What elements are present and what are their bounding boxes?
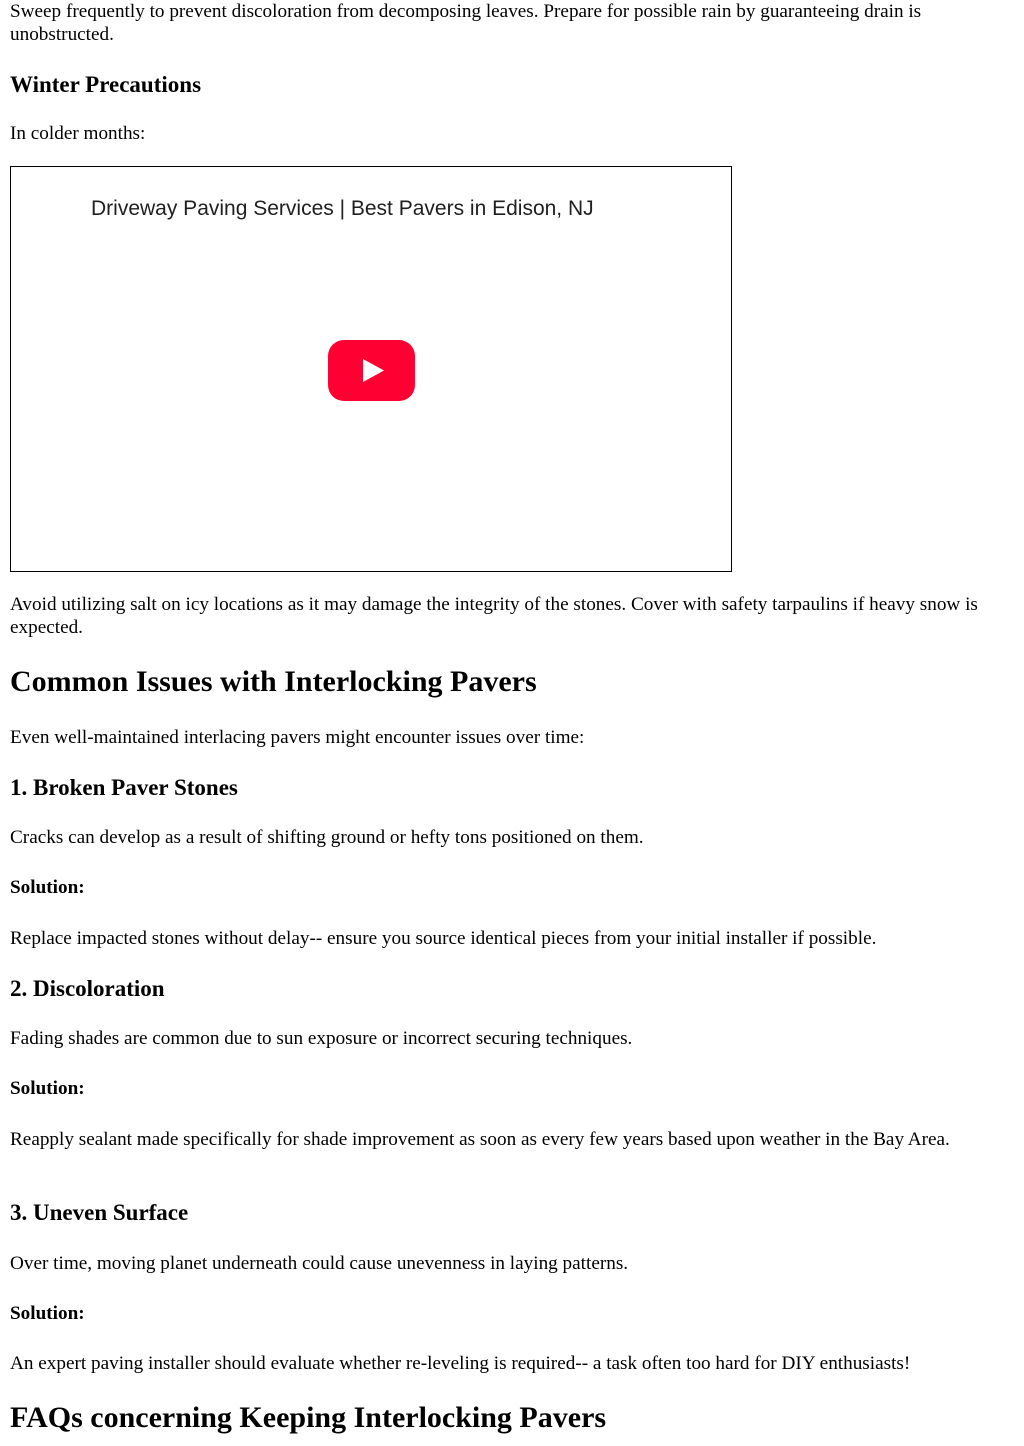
solution-paragraph: Replace impacted stones without delay-- ensure you source identical pieces from your initial installer if possible. (10, 928, 877, 949)
winter-precautions-heading: Winter Precautions (10, 72, 202, 97)
issue-paragraph: Cracks can develop as a result of shifting ground or hefty tons positioned on them. (10, 827, 644, 848)
solution-paragraph: An expert paving installer should evaluate whether re-leveling is required-- a task often too hard for DIY enthusiasts! (10, 1353, 911, 1374)
solution-label: Solution: (10, 877, 85, 898)
solution-label: Solution: (10, 1078, 85, 1099)
intro-paragraph: Sweep frequently to prevent discoloration from decomposing leaves. Prepare for possible rain by guaranteeing drain is unobstructed. (10, 1, 922, 45)
issue-heading: 3. Uneven Surface (10, 1200, 189, 1225)
issue-paragraph: Over time, moving planet underneath could cause unevenness in laying patterns. (10, 1253, 629, 1274)
issues-intro-paragraph: Even well-maintained interlacing pavers might encounter issues over time: (10, 727, 585, 748)
winter-paragraph: Avoid utilizing salt on icy locations as it may damage the integrity of the stones. Cover with safety tarpaulins if heavy snow is expected. (10, 594, 978, 638)
issue-heading: 2. Discoloration (10, 976, 165, 1001)
winter-intro-paragraph: In colder months: (10, 123, 146, 144)
common-issues-heading: Common Issues with Interlocking Pavers (10, 665, 537, 698)
faqs-heading: FAQs concerning Keeping Interlocking Pavers (10, 1401, 607, 1434)
play-button[interactable] (328, 340, 415, 401)
youtube-video-embed[interactable] (10, 166, 732, 572)
solution-paragraph: Reapply sealant made specifically for shade improvement as soon as every few years based upon weather in the Bay Area. (10, 1129, 950, 1150)
video-title[interactable]: Driveway Paving Services | Best Pavers in Edison, NJ (91, 197, 594, 220)
issue-heading: 1. Broken Paver Stones (10, 775, 238, 800)
issue-paragraph: Fading shades are common due to sun exposure or incorrect securing techniques. (10, 1028, 633, 1049)
play-icon (328, 340, 415, 401)
solution-label: Solution: (10, 1303, 85, 1324)
